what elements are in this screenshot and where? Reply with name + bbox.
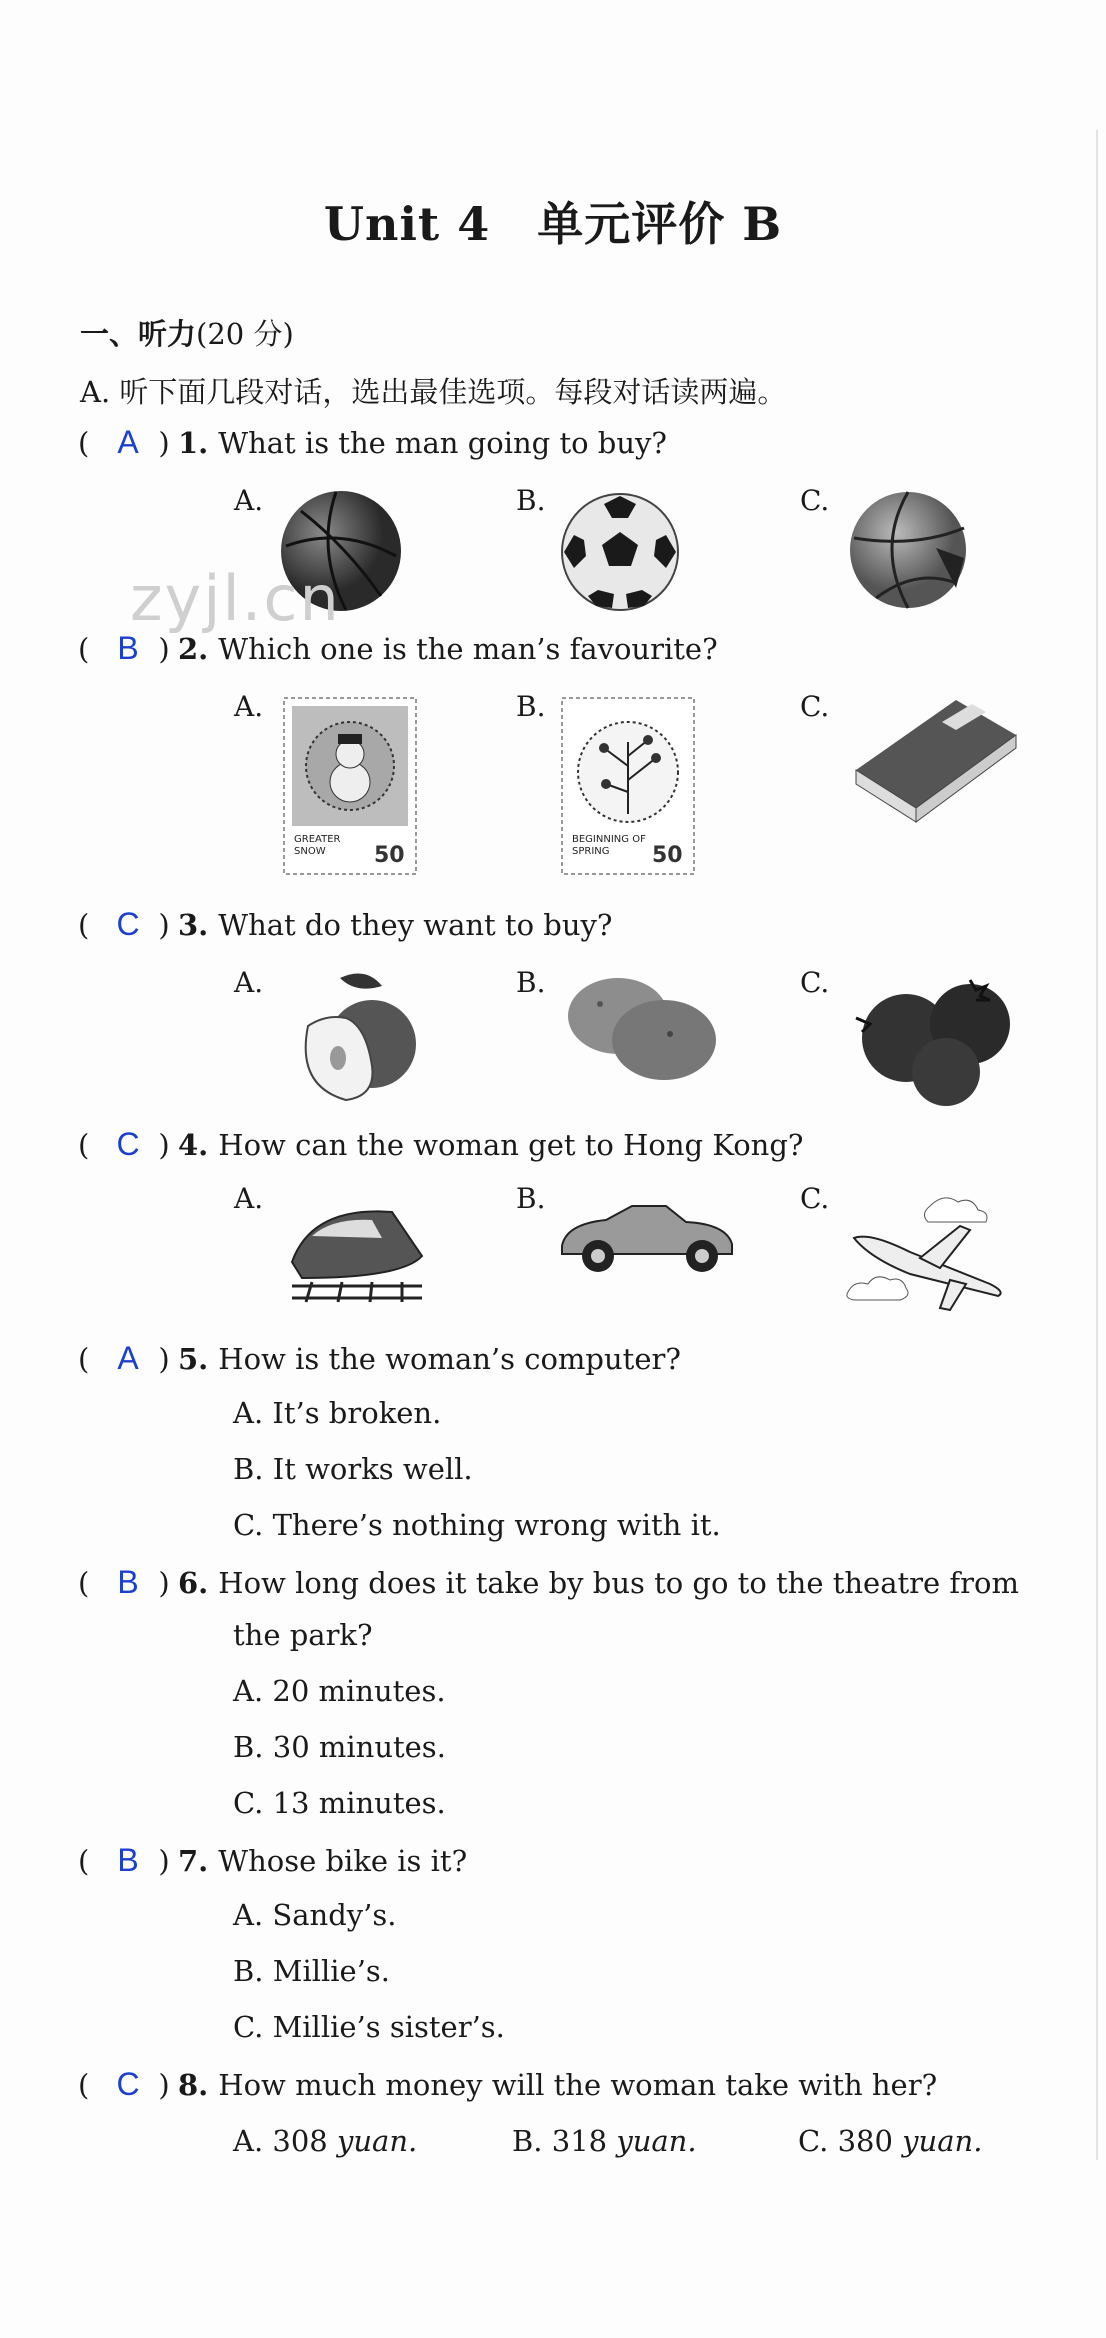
option-a[interactable]: A. It’s broken. <box>233 1396 442 1430</box>
question-2: ( B ) 2. Which one is the man’s favourite? <box>78 630 718 666</box>
currency-unit: yuan. <box>336 2124 418 2158</box>
question-text: How much money will the woman take with her? <box>218 2068 938 2102</box>
option-a[interactable]: A. 20 minutes. <box>233 1674 446 1708</box>
question-text: What do they want to buy? <box>218 908 613 942</box>
option-label: B. <box>516 966 546 999</box>
option-a[interactable] <box>233 2124 417 2158</box>
watermark: zyjl.cn <box>130 562 341 635</box>
option-label: B. <box>516 1182 546 1215</box>
question-7: ( B ) 7. Whose bike is it? <box>78 1842 468 1878</box>
option-label: C. <box>800 484 830 517</box>
option-c[interactable]: C. 13 minutes. <box>233 1786 446 1820</box>
page-edge-line <box>1096 130 1098 2160</box>
option-label: C. <box>800 1182 830 1215</box>
option-label: B. <box>516 484 546 517</box>
answer-1[interactable]: A <box>117 424 139 460</box>
option-label: C. <box>800 690 830 723</box>
stamp-value: 50 <box>652 843 683 868</box>
volleyball-picture[interactable] <box>846 488 971 613</box>
question-text: How long does it take by bus to go to the theatre from <box>218 1566 1019 1600</box>
option-b[interactable] <box>512 2124 697 2158</box>
answer-4[interactable]: C <box>116 1126 140 1162</box>
car-picture[interactable] <box>556 1190 736 1280</box>
option-label: B. <box>512 2124 543 2158</box>
question-8: ( C ) 8. How much money will the woman take with her? <box>78 2066 938 2102</box>
page-title: Unit 4 单元评价 B <box>323 197 783 251</box>
stamp-caption: SPRING <box>572 846 610 857</box>
option-label: A. <box>234 690 264 723</box>
answer-8[interactable]: C <box>116 2066 140 2102</box>
answer-2[interactable]: B <box>117 630 139 666</box>
option-b[interactable]: B. It works well. <box>233 1452 473 1486</box>
section-label: 一、听力 <box>80 317 197 351</box>
option-label: C. <box>798 2124 829 2158</box>
stamp-caption: SNOW <box>294 846 326 857</box>
question-6: ( B ) 6. How long does it take by bus to go to the theatre from <box>78 1564 1019 1600</box>
answer-5[interactable]: A <box>117 1340 139 1376</box>
amount: 308 <box>272 2124 328 2158</box>
option-b[interactable]: B. 30 minutes. <box>233 1730 446 1764</box>
section-score: (20 分) <box>196 317 294 351</box>
question-number: 8. <box>178 2068 209 2102</box>
tomatoes-picture[interactable] <box>846 968 1021 1108</box>
option-label: A. <box>234 484 264 517</box>
apples-picture[interactable] <box>286 966 426 1111</box>
question-text-continued: the park? <box>233 1618 373 1652</box>
stamp-caption: BEGINNING OF <box>572 834 646 845</box>
book-picture[interactable] <box>846 690 1021 830</box>
stamp-value: 50 <box>374 843 405 868</box>
option-a[interactable]: A. Sandy’s. <box>233 1898 397 1932</box>
question-number: 7. <box>178 1844 209 1878</box>
question-text: Whose bike is it? <box>218 1844 468 1878</box>
answer-7[interactable]: B <box>117 1842 139 1878</box>
option-c[interactable]: C. Millie’s sister’s. <box>233 2010 505 2044</box>
train-picture[interactable] <box>282 1186 432 1306</box>
question-number: 5. <box>178 1342 209 1376</box>
question-4: ( C ) 4. How can the woman get to Hong Kong? <box>78 1126 804 1162</box>
question-number: 1. <box>178 426 209 460</box>
football-picture[interactable] <box>558 490 683 615</box>
question-number: 3. <box>178 908 209 942</box>
option-label: A. <box>233 2124 264 2158</box>
question-text: Which one is the man’s favourite? <box>218 632 718 666</box>
option-label: C. <box>800 966 830 999</box>
option-label: A. <box>234 966 264 999</box>
option-c[interactable] <box>798 2124 982 2158</box>
stamp-snowman-picture[interactable] <box>282 696 418 876</box>
question-text: What is the man going to buy? <box>218 426 667 460</box>
question-5: ( A ) 5. How is the woman’s computer? <box>78 1340 681 1376</box>
option-b[interactable]: B. Millie’s. <box>233 1954 391 1988</box>
question-1: ( A ) 1. What is the man going to buy? <box>78 424 667 460</box>
stamp-caption: GREATER <box>294 834 341 845</box>
question-text: How can the woman get to Hong Kong? <box>218 1128 804 1162</box>
plane-picture[interactable] <box>840 1192 1020 1322</box>
option-label: B. <box>516 690 546 723</box>
section-heading <box>80 312 294 353</box>
question-number: 6. <box>178 1566 209 1600</box>
instructions: A. 听下面几段对话，选出最佳选项。每段对话读两遍。 <box>80 375 787 409</box>
amount: 380 <box>837 2124 893 2158</box>
stamp-tree-picture[interactable] <box>560 696 696 876</box>
question-number: 2. <box>178 632 209 666</box>
currency-unit: yuan. <box>902 2124 983 2158</box>
option-c[interactable]: C. There’s nothing wrong with it. <box>233 1508 721 1542</box>
question-3: ( C ) 3. What do they want to buy? <box>78 906 613 942</box>
potatoes-picture[interactable] <box>560 964 720 1094</box>
question-number: 4. <box>178 1128 209 1162</box>
option-label: A. <box>234 1182 264 1215</box>
answer-3[interactable]: C <box>116 906 140 942</box>
currency-unit: yuan. <box>616 2124 697 2158</box>
amount: 318 <box>551 2124 608 2158</box>
answer-6[interactable]: B <box>117 1564 139 1600</box>
question-text: How is the woman’s computer? <box>218 1342 681 1376</box>
